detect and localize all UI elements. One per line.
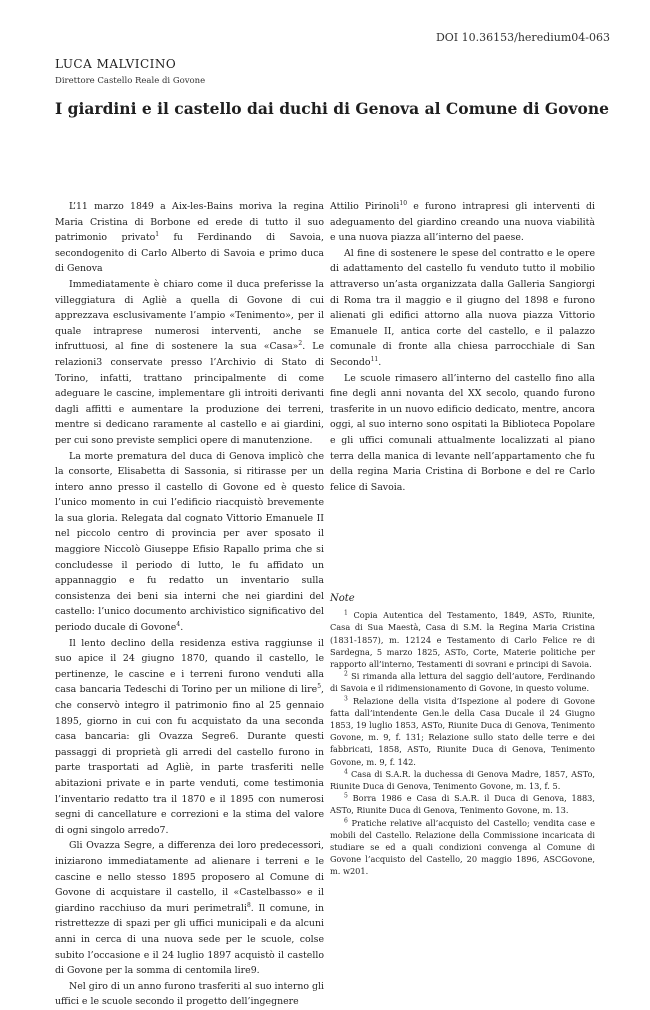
footnote: $^5$ Borra 1986 e Casa di S.A.R. il Duca di Genova, 1883, ASTo, Riunite Duca di Genova, Tenimento Govone, m. 13. xyxy=(330,792,595,816)
footnote: $^4$ Casa di S.A.R. la duchessa di Genova Madre, 1857, ASTo, Riunite Duca di Genova, Tenimento Govone, m. 13, f. 5. xyxy=(330,768,596,792)
paragraph: Al fine di sostenere le spese del contratto e le opere di adattamento del castello fu venduto tutto il mobilio attraverso un’asta organizzata dalla Galleria Sangiorgi di Roma tra il maggio e il giugno del 1898 e furono alienati gli edifici attorno alla nuova piazza Vittorio Emanuele II, antica corte del castello, e il palazzo comunale di fronte alla chiesa parrocchiale di San Secondo$^{11}$. xyxy=(330,247,595,368)
paragraph: Immediatamente è chiaro come il duca preferisse la villeggiatura di Agliè a quella di Govone di cui apprezzava esclusivamente l’ampio «Tenimento», per il quale intraprese numerosi interventi, anche se infruttuosi, al fine di sostenere la sua «Casa»$^2$. Le relazioni3 conservate presso l’Archivio di Stato di Torino, infatti, trattano principalmente di come adeguare le cascine, implementare gli introiti derivanti dagli affitti e aumentare la produzione dei terreni, mentre si dedicano raramente al castello e ai giardini, per cui sono previste semplici opere di manutenzione. xyxy=(55,278,324,446)
doi-label: DOI 10.36153/heredium04-063 xyxy=(435,31,610,44)
footnote: $^1$ Copia Autentica del Testamento, 1849, ASTo, Riunite, Casa di Sua Maestà, Casa di S.M. la Regina Maria Cristina (1831-1857), m. 12124 e Testamento di Carlo Felice re di Sardegna, 5 marzo 1825, ASTo, Corte, Materie politiche per rapporto all’interno, Testamenti di sovrani e principi di Savoia. xyxy=(330,609,595,670)
footnote: $^3$ Relazione della visita d’Ispezione al podere di Govone fatta dall’intendente Gen.le della Casa Ducale il 24 Giugno 1853, 19 luglio 1853, ASTo, Riunite Duca di Genova, Tenimento Govone, m. 9, f. 131; Relazione sullo stato delle terre e dei fabbricati, 1858, ASTo, Riunite Duca di Genova, Tenimento Govone, m. 9, f. 142. xyxy=(330,694,595,767)
body-column-left xyxy=(55,199,324,1010)
footnote: $^2$ Si rimanda alla lettura del saggio dell’autore, Ferdinando di Savoia e il ridimensionamento di Govone, in questo volume. xyxy=(330,670,595,694)
author-affiliation: Direttore Castello Reale di Govone xyxy=(55,76,206,86)
paragraph: La morte prematura del duca di Genova implicò che la consorte, Elisabetta di Sassonia, si ritirasse per un intero anno presso il castello di Govone ed è questo l’unico momento in cui l’edificio riacquistò brevemente la sua gloria. Relegata dal cognato Vittorio Emanuele II nel piccolo centro di provincia per aver sposato il maggiore Niccolò Giuseppe Efisio Rapallo prima che si concludesse il periodo di lutto, le fu affidato un appannaggio e fu redatto un inventario sulla consistenza dei beni sia interni che nei giardini del castello: l’unico documento archivistico significativo del periodo ducale di Govone$^4$. xyxy=(55,450,324,634)
body-column-right xyxy=(330,199,595,495)
paragraph: Le scuole rimasero all’interno del castello fino alla fine degli anni novanta del XX secolo, quando furono trasferite in un nuovo edificio dedicato, mentre, ancora oggi, al suo interno sono ospitati la Biblioteca Popolare e gli uffici comunali attualmente localizzati al piano terra della manica di levante nell’appartamento che fu della regina Maria Cristina di Borbone e del re Carlo felice di Savoia. xyxy=(330,372,595,493)
paragraph: Gli Ovazza Segre, a differenza dei loro predecessori, iniziarono immediatamente ad alienare i terreni e le cascine e nello stesso 1895 proposero al Comune di Govone di acquistare il castello, il «Castelbasso» e il giardino racchiuso da muri perimetrali$^8$. Il comune, in ristrettezze di spazi per gli uffici municipali e da alcuni anni in cerca di una nuova sede per le scuole, colse subito l’occasione e il 24 luglio 1897 acquistò il castello di Govone per la somma di centomila lire9. xyxy=(55,840,325,977)
footnote: $^6$ Pratiche relative all’acquisto del Castello; vendita case e mobili del Castello. Relazione della Commissione incaricata di studiare se ed a quali condizioni convenga al Comune di Govone l’acquisto del Castello, 20 maggio 1896, ASCGovone, m. w201. xyxy=(330,816,595,877)
paragraph: Attilio Pirinoli$^{10}$ e furono intrapresi gli interventi di adeguamento del giardino creando una nuova viabilità e una nuova piazza all’interno del paese. xyxy=(330,199,595,244)
paragraph: L’11 marzo 1849 a Aix-les-Bains moriva la regina Maria Cristina di Borbone ed erede di tutto il suo patrimonio privato$^1$ fu Ferdinando di Savoia, secondogenito di Carlo Alberto di Savoia e primo duca di Genova xyxy=(55,201,325,275)
author-name: LUCA MALVICINO xyxy=(55,57,177,71)
paragraph: Nel giro di un anno furono trasferiti al suo interno gli uffici e le scuole secondo il progetto dell’ingegnere xyxy=(55,980,324,1008)
footnotes xyxy=(330,593,595,878)
notes-heading: Note xyxy=(330,593,355,604)
paragraph: Il lento declino della residenza estiva raggiunse il suo apice il 24 giugno 1870, quando il castello, le pertinenze, le cascine e i terreni furono venduti alla casa bancaria Tedeschi di Torino per un milione di lire$^5$, che conservò integro il patrimonio fino al 25 gennaio 1895, giorno in cui con fu acquistato da una seconda casa bancaria: gli Ovazza Segre6. Durante questi passaggi di proprietà gli arredi del castello furono in parte trasportati ad Agliè, in parte trasferiti nelle abitazioni private e in parte venduti, come testimonia l’inventario redatto tra il 1870 e il 1895 con numerosi segni di cancellature e correzioni e la stima del valore di ogni singolo arredo7. xyxy=(55,637,324,836)
article-title: I giardini e il castello dai duchi di Genova al Comune di Govone xyxy=(55,99,609,118)
